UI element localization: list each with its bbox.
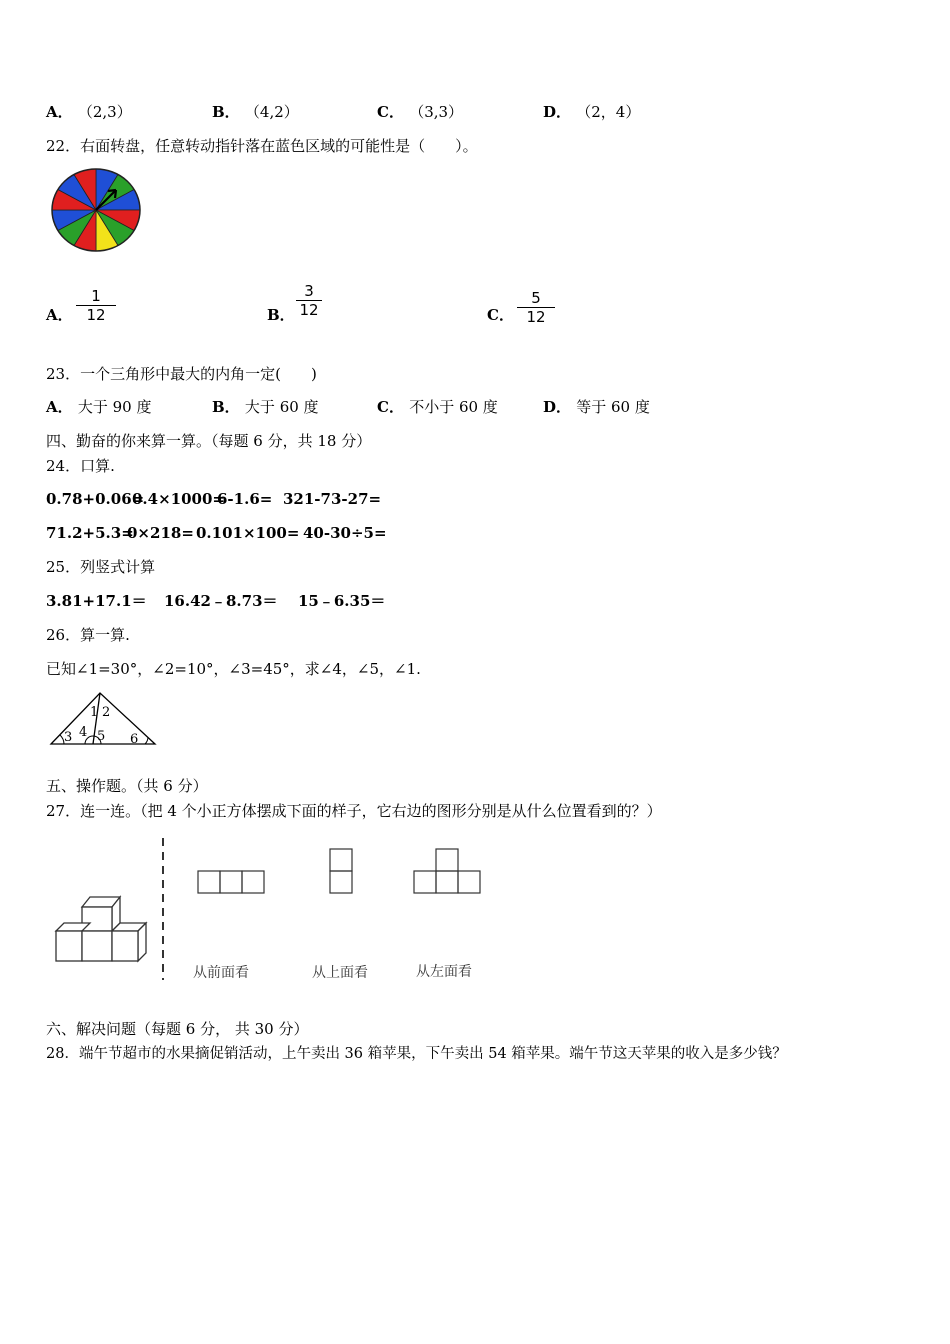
q22-option-b-letter: B． — [267, 306, 295, 324]
section-6-heading: 六、解决问题（每题 6 分， 共 30 分） — [46, 1020, 309, 1038]
q22-option-a-fraction — [76, 288, 116, 323]
angle-triangle-figure — [48, 690, 158, 750]
q22-stem: 22．右面转盘，任意转动指针落在蓝色区域的可能性是（ ）。 — [46, 137, 478, 155]
fraction-numerator: 3 — [304, 282, 314, 300]
q25-item: 16.42﹣8.73＝ — [164, 592, 278, 610]
q23-option-d: D． 等于 60 度 — [543, 398, 650, 416]
cube-stack-figure — [52, 893, 152, 965]
q22-option-c-fraction — [517, 290, 555, 325]
q26-stem: 26．算一算. — [46, 626, 130, 644]
q21-option-c: C． （3,3） — [377, 103, 464, 121]
q22-option-c-letter: C． — [487, 306, 514, 324]
spinner-wheel — [50, 167, 142, 253]
q24-item: 71.2+5.3= — [46, 524, 134, 542]
angle-label: 2 — [102, 705, 111, 720]
front-view-shape — [197, 870, 265, 894]
q24-item: 0.78+0.06= — [46, 490, 145, 508]
angle-label: 6 — [130, 732, 139, 747]
section-5-heading: 五、操作题。（共 6 分） — [46, 777, 208, 795]
q27-stem: 27．连一连。（把 4 个小正方体摆成下面的样子，它右边的图形分别是从什么位置看到的？） — [46, 802, 662, 820]
fraction-denominator: 12 — [526, 308, 546, 326]
q23-stem: 23．一个三角形中最大的内角一定( ) — [46, 365, 317, 383]
q21-option-d: D． （2，4） — [543, 103, 641, 121]
q23-option-c: C． 不小于 60 度 — [377, 398, 498, 416]
fraction-numerator: 1 — [91, 287, 101, 305]
q24-item: 6-1.6= — [217, 490, 273, 508]
angle-label: 1 — [90, 705, 99, 720]
fraction-denominator: 12 — [86, 306, 106, 324]
angle-label: 5 — [97, 729, 106, 744]
q23-option-a: A． 大于 90 度 — [46, 398, 152, 416]
fraction-numerator: 5 — [531, 289, 541, 307]
q24-item: 0.4×1000= — [132, 490, 225, 508]
q24-stem: 24．口算. — [46, 457, 115, 475]
q26-given: 已知∠1=30°，∠2=10°，∠3=45°，求∠4，∠5，∠1. — [46, 660, 421, 678]
angle-arc — [145, 737, 148, 744]
top-view-shape — [329, 848, 353, 894]
q28-stem: 28．端午节超市的水果摘促销活动，上午卖出 36 箱苹果，下午卖出 54 箱苹果。端午节这天苹果的收入是多少钱？ — [46, 1046, 787, 1062]
q24-item: 0×218= — [127, 524, 194, 542]
q22-option-b-fraction — [296, 283, 322, 318]
q23-option-b: B． 大于 60 度 — [212, 398, 319, 416]
angle-label: 4 — [79, 725, 88, 740]
q21-option-b: B． （4,2） — [212, 103, 299, 121]
fraction-denominator: 12 — [299, 301, 319, 319]
q24-item: 40-30÷5= — [303, 524, 387, 542]
q25-item: 3.81+17.1＝ — [46, 592, 147, 610]
q25-item: 15﹣6.35＝ — [298, 592, 386, 610]
angle-label: 3 — [64, 730, 73, 745]
q24-item: 321-73-27= — [283, 490, 382, 508]
top-view-label: 从上面看 — [312, 965, 368, 981]
q21-option-a: A． （2,3） — [46, 103, 132, 121]
section-4-heading: 四、勤奋的你来算一算。（每题 6 分，共 18 分） — [46, 432, 372, 450]
left-view-label: 从左面看 — [416, 964, 472, 980]
q24-item: 0.101×100= — [196, 524, 300, 542]
front-view-label: 从前面看 — [193, 965, 249, 981]
left-view-shape — [413, 848, 481, 894]
dashed-divider — [160, 838, 166, 980]
q25-stem: 25．列竖式计算 — [46, 558, 156, 576]
q22-option-a-letter: A． — [46, 306, 73, 324]
